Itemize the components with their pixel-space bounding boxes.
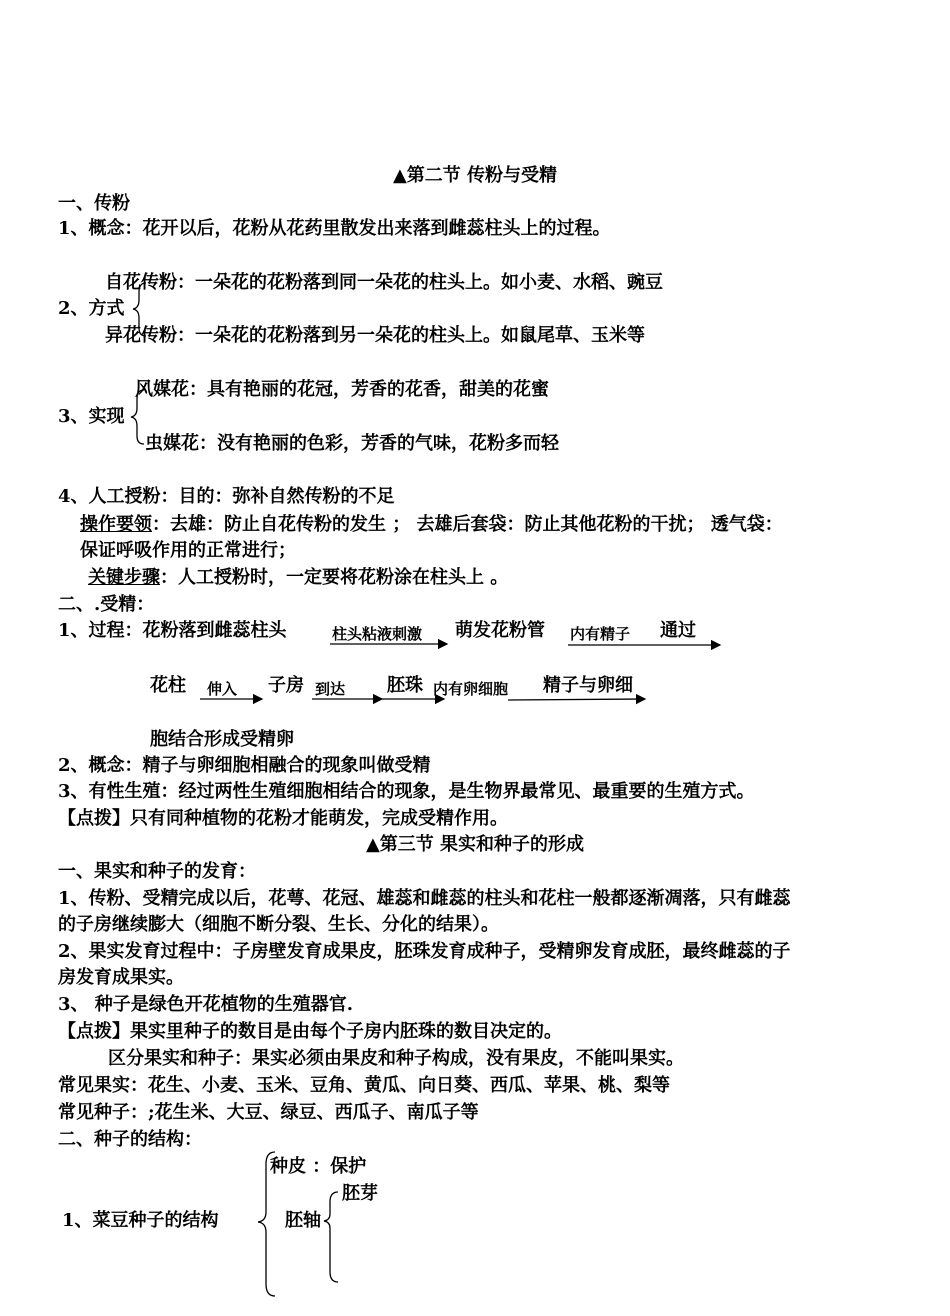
plumule: 胚芽 xyxy=(342,1183,378,1204)
section-title-fruit-seed: ▲第三节 果实和种子的形成 xyxy=(365,834,585,855)
brace-pollination-mode xyxy=(133,283,146,336)
fruit-seed-tip: 【点拨】果实里种子的数目是由每个子房内胚珠的数目决定的。 xyxy=(58,1021,562,1042)
seed-coat: 种皮 ：保护 xyxy=(270,1156,367,1177)
arrow-label-stigma-mucus: 柱头粘液刺激 xyxy=(332,625,423,643)
insect-flower: 虫媒花：没有艳丽的色彩，芳香的气味，花粉多而轻 xyxy=(145,433,559,454)
section-title-pollination: ▲第二节 传粉与受精 xyxy=(392,165,558,186)
heading-seed-structure: 二、种子的结构： xyxy=(58,1129,202,1150)
operation-text-cont: 保证呼吸作用的正常进行； xyxy=(80,540,296,561)
heading-fruit-development: 一、果实和种子的发育： xyxy=(58,861,256,882)
brace-embryo-axis xyxy=(324,1192,338,1282)
bean-seed-structure: 1、菜豆种子的结构 xyxy=(62,1210,219,1231)
self-pollination: 自花传粉：一朵花的花粉落到同一朵花的柱头上。如小麦、水稻、豌豆 xyxy=(105,272,663,293)
pollination-realize-label: 3、实现 xyxy=(58,406,125,427)
hypocotyl: 胚轴 xyxy=(285,1210,321,1231)
development-line2b: 房发育成果实。 xyxy=(58,967,184,988)
common-fruits: 常见果实：花生、小麦、玉米、豆角、黄瓜、向日葵、西瓜、苹果、桃、梨等 xyxy=(58,1075,670,1096)
heading-fertilization: 二、.受精： xyxy=(58,594,155,615)
ovary: 子房 xyxy=(268,675,304,696)
development-line1b: 的子房继续膨大（细胞不断分裂、生长、分化的结果）。 xyxy=(58,914,499,935)
cross-pollination: 异花传粉：一朵花的花粉落到另一朵花的柱头上。如鼠尾草、玉米等 xyxy=(105,325,645,346)
heading-pollination: 一、传粉 xyxy=(58,193,130,214)
distinguish-fruit-seed: 区分果实和种子：果实必须由果皮和种子构成，没有果皮，不能叫果实。 xyxy=(108,1048,684,1069)
arrow-label-through: 通过 xyxy=(660,620,696,641)
operation-label: 操作要领 xyxy=(80,514,152,535)
pollination-mode-label: 2、方式 xyxy=(58,298,125,319)
key-step-label: 关键步骤 xyxy=(88,567,160,588)
development-line3: 3、 种子是绿色开花植物的生殖器官. xyxy=(58,994,354,1015)
wind-flower: 风媒花：具有艳丽的花冠，芳香的花香，甜美的花蜜 xyxy=(135,379,549,400)
flower-style: 花柱 xyxy=(150,675,186,696)
development-line1a: 1、传粉、受精完成以后，花萼、花冠、雄蕊和雌蕊的柱头和花柱一般都逐渐凋落，只有雌蕊 xyxy=(58,888,791,909)
brace-seed-structure xyxy=(258,1152,275,1296)
common-seeds: 常见种子：;花生米、大豆、绿豆、西瓜子、南瓜子等 xyxy=(58,1102,479,1123)
arrow-contains-egg xyxy=(508,699,645,700)
sperm-egg: 精子与卵细 xyxy=(543,675,633,696)
sexual-reproduction: 3、有性生殖：经过两性生殖细胞相结合的现象，是生物界最常见、最重要的生殖方式。 xyxy=(58,781,755,802)
artificial-pollination: 4、人工授粉：目的：弥补自然传粉的不足 xyxy=(58,486,395,507)
development-line2a: 2、果实发育过程中：子房壁发育成果皮，胚珠发育成种子，受精卵发育成胚，最终雌蕊的子 xyxy=(58,941,791,962)
arrow-label-contains-sperm: 内有精子 xyxy=(570,625,631,643)
operation-text: ：去雄：防止自花传粉的发生 ； 去雄后套袋：防止其他花粉的干扰； 透气袋： xyxy=(152,514,783,535)
pollen-tube: 萌发花粉管 xyxy=(455,620,545,641)
fertilization-process: 1、过程：花粉落到雌蕊柱头 xyxy=(58,620,287,641)
pollination-concept: 1、概念：花开以后，花粉从花药里散发出来落到雌蕊柱头上的过程。 xyxy=(58,218,611,239)
fertilization-tip: 【点拨】只有同种植物的花粉才能萌发，完成受精作用。 xyxy=(58,808,508,829)
fertilization-concept: 2、概念：精子与卵细胞相融合的现象叫做受精 xyxy=(58,755,431,776)
arrow-label-reach: 到达 xyxy=(315,680,346,698)
ovule: 胚珠 xyxy=(387,675,423,696)
key-step-text: ：人工授粉时，一定要将花粉涂在柱头上 。 xyxy=(160,567,509,588)
brace-realization xyxy=(131,390,144,444)
arrow-label-contains-egg: 内有卵细胞 xyxy=(433,680,509,698)
arrow-label-extend: 伸入 xyxy=(207,680,238,698)
zygote-formation: 胞结合形成受精卵 xyxy=(150,729,294,750)
